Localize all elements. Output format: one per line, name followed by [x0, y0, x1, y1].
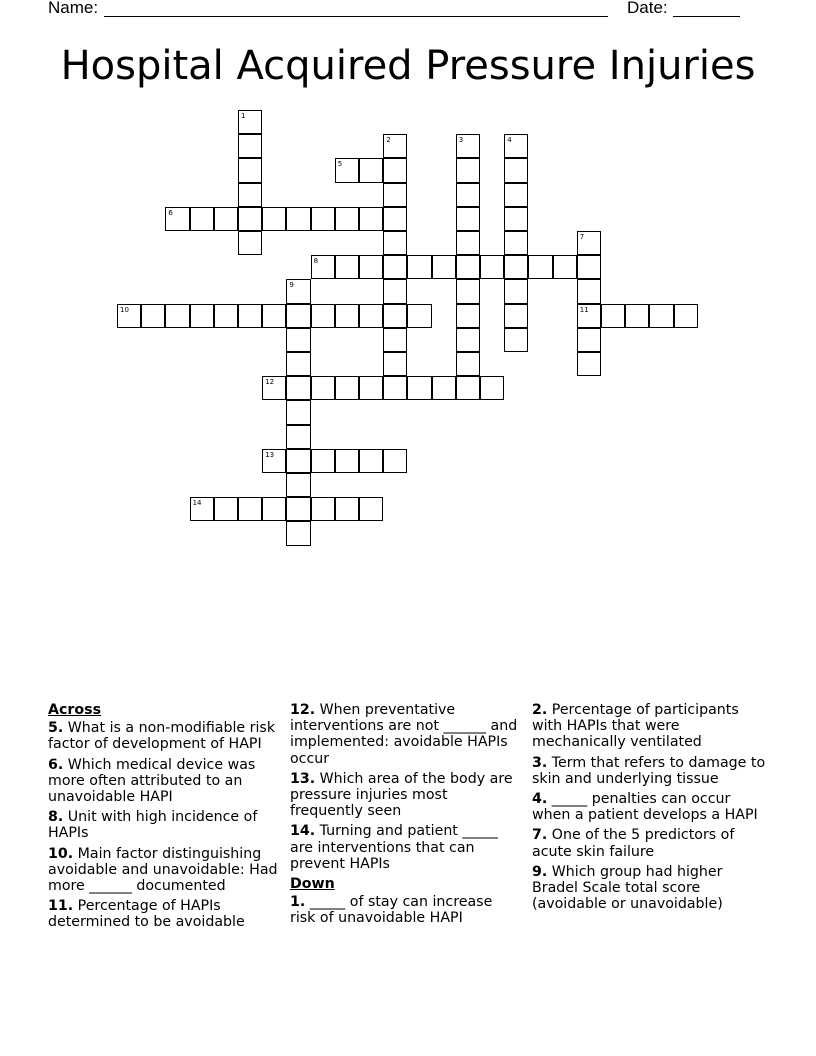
- crossword-cell[interactable]: [286, 473, 310, 497]
- crossword-cell[interactable]: [311, 449, 335, 473]
- clue-number: 12.: [290, 702, 316, 718]
- crossword-cell[interactable]: [286, 279, 310, 303]
- crossword-cell[interactable]: [504, 279, 528, 303]
- clue-down-3: [532, 755, 768, 787]
- crossword-cell[interactable]: [286, 400, 310, 424]
- crossword-cell[interactable]: [335, 304, 359, 328]
- cell-number: 11: [579, 305, 589, 314]
- crossword-cell[interactable]: [214, 207, 238, 231]
- crossword-cell[interactable]: [214, 304, 238, 328]
- clue-number: 4.: [532, 791, 548, 808]
- crossword-cell[interactable]: [504, 304, 528, 328]
- clue-text: One of the 5 predictors of acute skin failure: [532, 827, 735, 860]
- crossword-cell[interactable]: [117, 304, 141, 328]
- clue-text: Unit with high incidence of HAPIs: [48, 809, 258, 842]
- crossword-cell[interactable]: [238, 231, 262, 255]
- crossword-cell[interactable]: [383, 207, 407, 231]
- clue-text: Term that refers to damage to skin and underlying tissue: [532, 754, 766, 787]
- crossword-cell[interactable]: [407, 304, 431, 328]
- crossword-cell[interactable]: [456, 352, 480, 376]
- clue-number: 14.: [290, 823, 316, 840]
- clue-across-6: [48, 757, 280, 806]
- crossword-cell[interactable]: [335, 158, 359, 182]
- crossword-cell[interactable]: [577, 279, 601, 303]
- crossword-cell[interactable]: [432, 255, 456, 279]
- crossword-cell[interactable]: [432, 376, 456, 400]
- clue-number: 9.: [532, 863, 548, 880]
- name-label: Name:: [48, 0, 99, 17]
- clue-text: When preventative interventions are not ______ and implemented: avoidable HAPIs occur: [290, 702, 518, 767]
- crossword-cell[interactable]: [383, 183, 407, 207]
- crossword-cell[interactable]: [359, 449, 383, 473]
- clue-text: Which group had higher Bradel Scale total score (avoidable or unavoidable): [532, 863, 723, 913]
- clue-number: 10.: [48, 845, 74, 862]
- crossword-cell[interactable]: [311, 255, 335, 279]
- crossword-cell[interactable]: [311, 207, 335, 231]
- clue-number: 7.: [532, 827, 548, 844]
- cell-number: 13: [265, 450, 275, 459]
- crossword-cell[interactable]: [238, 304, 262, 328]
- crossword-cell[interactable]: [141, 304, 165, 328]
- crossword-cell[interactable]: [383, 376, 407, 400]
- clue-text: _____ penalties can occur when a patient develops a HAPI: [532, 791, 758, 824]
- crossword-cell[interactable]: [383, 328, 407, 352]
- crossword-cell[interactable]: [456, 183, 480, 207]
- crossword-cell[interactable]: [359, 207, 383, 231]
- crossword-cell[interactable]: [286, 328, 310, 352]
- crossword-cell[interactable]: [165, 207, 189, 231]
- down-heading: Down: [290, 876, 335, 893]
- cell-number: 3: [458, 136, 464, 145]
- clue-text: Turning and patient _____ are interventions that can prevent HAPIs: [290, 823, 498, 872]
- clue-number: 1.: [290, 894, 306, 911]
- crossword-cell[interactable]: [359, 255, 383, 279]
- cell-number: 12: [265, 378, 275, 387]
- cell-number: 14: [192, 499, 202, 508]
- clues-column-1: [48, 702, 280, 935]
- crossword-cell[interactable]: [383, 231, 407, 255]
- crossword-cell[interactable]: [553, 255, 577, 279]
- crossword-cell[interactable]: [311, 376, 335, 400]
- cell-number: 8: [313, 257, 319, 266]
- crossword-cell[interactable]: [649, 304, 673, 328]
- crossword-cell[interactable]: [238, 183, 262, 207]
- crossword-cell[interactable]: [359, 158, 383, 182]
- crossword-cell[interactable]: [456, 279, 480, 303]
- clue-across-11: [48, 898, 280, 930]
- cell-number: 10: [120, 305, 129, 314]
- clues-column-2: [290, 702, 522, 931]
- clue-number: 13.: [290, 770, 316, 787]
- crossword-cell[interactable]: [359, 376, 383, 400]
- clue-number: 2.: [532, 702, 548, 718]
- clue-text: What is a non-modifiable risk factor of development of HAPI: [48, 720, 276, 753]
- cell-number: 5: [337, 160, 343, 169]
- cell-number: 4: [507, 136, 512, 145]
- crossword-cell[interactable]: [577, 352, 601, 376]
- clue-down-9: [532, 864, 768, 913]
- crossword-cell[interactable]: [407, 255, 431, 279]
- crossword-cell[interactable]: [190, 304, 214, 328]
- crossword-cell[interactable]: [335, 255, 359, 279]
- crossword-cell[interactable]: [504, 158, 528, 182]
- crossword-cell[interactable]: [262, 497, 286, 521]
- crossword-cell[interactable]: [504, 231, 528, 255]
- clue-number: 5.: [48, 720, 64, 737]
- crossword-cell[interactable]: [262, 207, 286, 231]
- crossword-cell[interactable]: [190, 497, 214, 521]
- clue-text: Which area of the body are pressure injuries most frequently seen: [290, 770, 513, 820]
- crossword-cell[interactable]: [456, 304, 480, 328]
- crossword-cell[interactable]: [528, 255, 552, 279]
- crossword-cell[interactable]: [286, 449, 310, 473]
- crossword-cell[interactable]: [504, 207, 528, 231]
- crossword-cell[interactable]: [190, 207, 214, 231]
- crossword-cell[interactable]: [238, 207, 262, 231]
- clue-across-14: [290, 823, 522, 872]
- crossword-cell[interactable]: [577, 231, 601, 255]
- clue-text: Which medical device was more often attributed to an unavoidable HAPI: [48, 756, 256, 806]
- clue-down-2: [532, 702, 768, 751]
- clue-down-7: [532, 827, 768, 859]
- clue-text: Percentage of HAPIs determined to be avoidable: [48, 898, 245, 931]
- crossword-cell[interactable]: [456, 158, 480, 182]
- crossword-cell[interactable]: [456, 376, 480, 400]
- clue-down-1: [290, 894, 522, 926]
- crossword-cell[interactable]: [383, 158, 407, 182]
- crossword-cell[interactable]: [577, 304, 601, 328]
- clue-number: 8.: [48, 809, 64, 826]
- cell-number: 6: [168, 208, 173, 217]
- clue-across-5: [48, 720, 280, 752]
- cell-number: 7: [579, 233, 585, 241]
- crossword-cell[interactable]: [262, 449, 286, 473]
- crossword-cell[interactable]: [165, 304, 189, 328]
- crossword-cell[interactable]: [383, 255, 407, 279]
- crossword-cell[interactable]: [601, 304, 625, 328]
- crossword-cell[interactable]: [407, 376, 431, 400]
- crossword-cell[interactable]: [625, 304, 649, 328]
- crossword-cell[interactable]: [335, 449, 359, 473]
- crossword-cell[interactable]: [286, 376, 310, 400]
- clue-across-10: [48, 846, 280, 895]
- crossword-cell[interactable]: [286, 352, 310, 376]
- crossword-cell[interactable]: [504, 183, 528, 207]
- clue-down-4: [532, 791, 768, 823]
- crossword-cell[interactable]: [286, 207, 310, 231]
- crossword-cell[interactable]: [238, 497, 262, 521]
- crossword-cell[interactable]: [214, 497, 238, 521]
- crossword-cell[interactable]: [383, 352, 407, 376]
- crossword-cell[interactable]: [504, 255, 528, 279]
- crossword-cell[interactable]: [383, 279, 407, 303]
- crossword-cell[interactable]: [262, 304, 286, 328]
- crossword-cell[interactable]: [504, 328, 528, 352]
- cell-number: 9: [289, 281, 294, 290]
- crossword-cell[interactable]: [504, 134, 528, 158]
- crossword-cell[interactable]: [238, 158, 262, 182]
- crossword-cell[interactable]: [286, 304, 310, 328]
- crossword-cell[interactable]: [311, 304, 335, 328]
- clue-text: _____ of stay can increase risk of unavoidable HAPI: [290, 894, 493, 927]
- crossword-cell[interactable]: [286, 521, 310, 545]
- crossword-cell[interactable]: [311, 497, 335, 521]
- crossword-cell[interactable]: [456, 328, 480, 352]
- crossword-cell[interactable]: [383, 134, 407, 158]
- clue-number: 3.: [532, 754, 548, 771]
- clue-across-13: [290, 771, 522, 820]
- crossword-cell[interactable]: [335, 207, 359, 231]
- crossword-cell[interactable]: [238, 134, 262, 158]
- crossword-cell[interactable]: [456, 134, 480, 158]
- crossword-cell[interactable]: [480, 255, 504, 279]
- across-heading: Across: [48, 702, 102, 718]
- crossword-cell[interactable]: [577, 255, 601, 279]
- crossword-cell[interactable]: [577, 328, 601, 352]
- crossword-cell[interactable]: [383, 304, 407, 328]
- crossword-cell[interactable]: [359, 497, 383, 521]
- crossword-cell[interactable]: [456, 231, 480, 255]
- cell-number: 2: [386, 136, 391, 145]
- crossword-cell[interactable]: [480, 376, 504, 400]
- crossword-cell[interactable]: [335, 376, 359, 400]
- crossword-cell[interactable]: [456, 207, 480, 231]
- page-title: Hospital Acquired Pressure Injuries: [60, 43, 756, 89]
- crossword-cell[interactable]: [674, 304, 698, 328]
- crossword-cell[interactable]: [286, 497, 310, 521]
- crossword-cell[interactable]: [456, 255, 480, 279]
- clue-number: 11.: [48, 898, 74, 915]
- clues-column-3: [532, 702, 768, 916]
- clue-across-8: [48, 809, 280, 841]
- crossword-cell[interactable]: [262, 376, 286, 400]
- clue-text: Main factor distinguishing avoidable and unavoidable: Had more ______ documented: [48, 845, 278, 895]
- clue-number: 6.: [48, 756, 64, 773]
- crossword-cell[interactable]: [335, 497, 359, 521]
- date-label: Date:: [627, 0, 668, 17]
- cell-number: 1: [241, 112, 246, 120]
- crossword-cell[interactable]: [359, 304, 383, 328]
- clue-text: Percentage of participants with HAPIs that were mechanically ventilated: [532, 702, 739, 751]
- crossword-cell[interactable]: [383, 449, 407, 473]
- crossword-cell[interactable]: [238, 110, 262, 134]
- clue-across-12: [290, 702, 522, 767]
- crossword-cell[interactable]: [286, 425, 310, 449]
